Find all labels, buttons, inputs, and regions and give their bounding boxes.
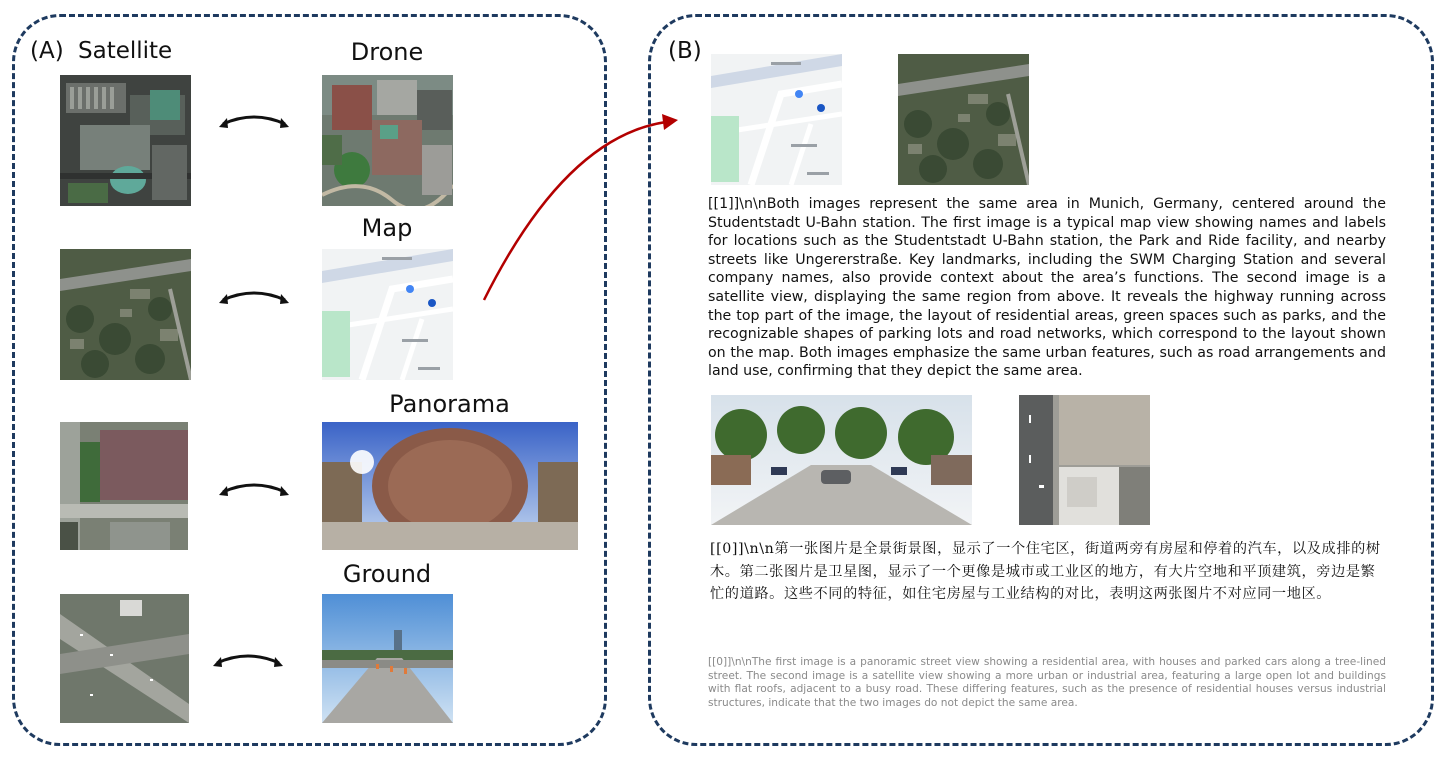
panorama-image-b	[711, 395, 972, 525]
map-satellite-description: [[1]]\n\nBoth images represent the same area in Munich, Germany, centered around the Studentstadt U-Bahn station. The first image is a typical map view showing names and labels for locations such as the Studentstadt U-Bahn station, the Park and Ride facility, and nearby streets like Ungererstraße. Key landmarks, including the SWM Charging Station and several company names, also provide context about the area’s functions. The second image is a satellite view, displaying the same region from above. It reveals the highway running across the top part of the image, the layout of residential areas, green spaces such as parks, and the recognizable shapes of parking lots and road networks, which correspond to the layout shown on the map. Both images emphasize the same urban features, such as road arrangements and land use, confirming that they depict the same area.	[708, 196, 1386, 380]
satellite-image-3	[60, 422, 188, 550]
satellite-image-b1	[898, 54, 1029, 185]
panorama-title: Panorama	[389, 390, 510, 418]
satellite-image-2	[60, 249, 191, 380]
drone-image	[322, 75, 453, 206]
satellite-title: Satellite	[78, 38, 173, 64]
panel-b-label: (B)	[668, 38, 702, 64]
double-arrow-icon	[217, 284, 291, 308]
ground-title: Ground	[342, 560, 432, 588]
double-arrow-icon	[217, 108, 291, 132]
drone-title: Drone	[350, 38, 424, 66]
satellite-image-1	[60, 75, 191, 206]
panorama-satellite-description-en: [[0]]\n\nThe first image is a panoramic street view showing a residential area, with houses and parked cars along a tree-lined street. The second image is a satellite view showing a more urban or industrial area, featuring a large open lot and buildings with flat roofs, adjacent to a busy road. These differing features, such as the presence of residential houses versus industrial structures, indicate that the two images do not depict the same area.	[708, 656, 1386, 709]
map-title: Map	[361, 214, 413, 242]
double-arrow-icon	[217, 476, 291, 500]
panorama-satellite-description-zh: [[0]]\n\n第一张图片是全景街景图，显示了一个住宅区，街道两旁有房屋和停着的汽车，以及成排的树木。第二张图片是卫星图，显示了一个更像是城市或工业区的地方，有大片空地和平顶建筑，旁边是繁忙的道路。这些不同的特征，如住宅房屋与工业结构的对比，表明这两张图片不对应同一地区。	[710, 541, 1381, 602]
ground-image	[322, 594, 453, 723]
panel-a-label: (A)	[30, 38, 64, 64]
map-image-b	[711, 54, 842, 185]
double-arrow-icon	[211, 647, 285, 671]
panorama-image	[322, 422, 578, 550]
satellite-image-4	[60, 594, 189, 723]
map-image	[322, 249, 453, 380]
satellite-image-b2	[1019, 395, 1150, 525]
